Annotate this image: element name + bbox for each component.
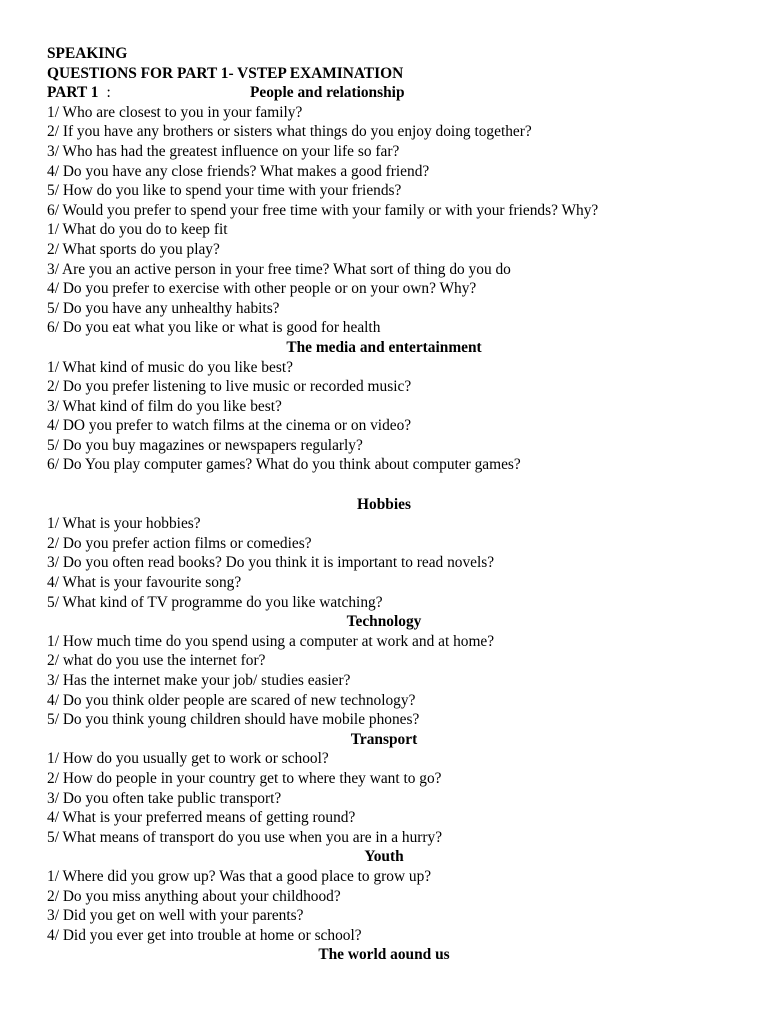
question-item: 2/ If you have any brothers or sisters what things do you enjoy doing together? <box>47 123 532 141</box>
question-item: 1/ How much time do you spend using a computer at work and at home? <box>47 632 495 650</box>
question-item: 1/ Where did you grow up? Was that a good place to grow up? <box>47 867 432 885</box>
document-page <box>47 44 727 965</box>
question-item: 2/ what do you use the internet for? <box>47 652 266 670</box>
question-item: 1/ What is your hobbies? <box>47 515 201 533</box>
question-item: 4/ Do you think older people are scared of new technology? <box>47 691 416 709</box>
section-heading: People and relationship <box>250 84 405 102</box>
question-item: 4/ What is your favourite song? <box>47 574 242 592</box>
question-item: 5/ How do you like to spend your time with your friends? <box>47 182 402 200</box>
question-item: 6/ Would you prefer to spend your free time with your family or with your friends? Why? <box>47 201 599 219</box>
question-item: 3/ Do you often read books? Do you think it is important to read novels? <box>47 554 495 572</box>
doc-title: SPEAKING <box>47 45 128 62</box>
question-item: 2/ How do people in your country get to where they want to go? <box>47 769 442 787</box>
part-colon: : <box>106 84 111 102</box>
question-item: 2/ Do you prefer action films or comedies? <box>47 534 312 552</box>
question-item: 5/ Do you have any unhealthy habits? <box>47 299 280 317</box>
question-item: 4/ What is your preferred means of getting round? <box>47 809 356 827</box>
part-label: PART 1 <box>47 84 99 102</box>
question-item: 6/ Do You play computer games? What do you think about computer games? <box>47 456 521 474</box>
question-item: 3/ Are you an active person in your free time? What sort of thing do you do <box>47 260 511 278</box>
question-item: 5/ What means of transport do you use when you are in a hurry? <box>47 828 443 846</box>
section-heading: Technology <box>346 613 422 631</box>
blank-line <box>47 475 727 495</box>
question-item: 2/ Do you miss anything about your childhood? <box>47 887 341 905</box>
section-heading: Hobbies <box>357 495 411 513</box>
section-heading: The media and entertainment <box>286 338 482 356</box>
question-item: 3/ What kind of film do you like best? <box>47 397 282 415</box>
question-item: 3/ Did you get on well with your parents? <box>47 907 304 925</box>
question-item: 2/ What sports do you play? <box>47 240 220 258</box>
question-item: 4/ Did you ever get into trouble at home or school? <box>47 926 362 944</box>
question-item: 5/ Do you think young children should have mobile phones? <box>47 711 420 729</box>
question-item: 6/ Do you eat what you like or what is good for health <box>47 319 381 337</box>
section-heading: Youth <box>364 848 404 866</box>
question-item: 1/ What do you do to keep fit <box>47 221 228 239</box>
question-item: 1/ Who are closest to you in your family? <box>47 103 303 121</box>
question-item: 4/ Do you prefer to exercise with other people or on your own? Why? <box>47 280 477 298</box>
section-heading: The world aound us <box>318 946 450 964</box>
question-item: 2/ Do you prefer listening to live music or recorded music? <box>47 378 412 396</box>
part-heading <box>47 83 727 103</box>
doc-subtitle: QUESTIONS FOR PART 1- VSTEP EXAMINATION <box>47 64 404 82</box>
question-item: 3/ Has the internet make your job/ studies easier? <box>47 672 351 689</box>
question-item: 3/ Who has had the greatest influence on your life so far? <box>47 142 400 160</box>
question-item: 5/ Do you buy magazines or newspapers regularly? <box>47 436 363 454</box>
question-item: 4/ DO you prefer to watch films at the cinema or on video? <box>47 417 412 435</box>
question-item: 4/ Do you have any close friends? What makes a good friend? <box>47 162 430 180</box>
question-sections <box>47 103 727 965</box>
section-heading: Transport <box>350 730 418 748</box>
question-item: 5/ What kind of TV programme do you like watching? <box>47 593 383 611</box>
question-item: 1/ What kind of music do you like best? <box>47 358 293 376</box>
question-item: 1/ How do you usually get to work or school? <box>47 750 329 768</box>
question-item: 3/ Do you often take public transport? <box>47 789 282 807</box>
